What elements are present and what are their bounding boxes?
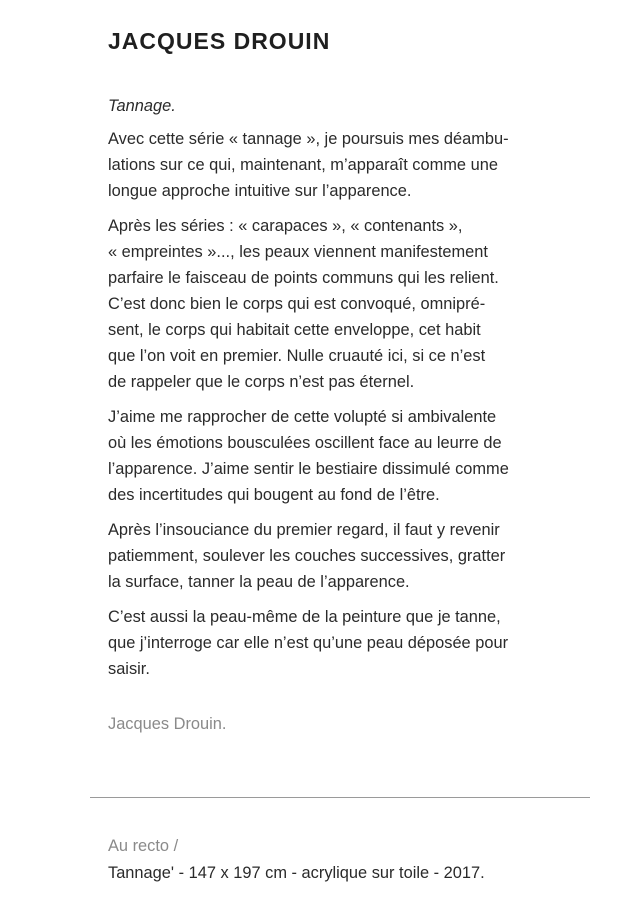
text-line: que j’interroge car elle n’est qu’une peau déposée pour [108, 634, 509, 652]
paragraph-4 [108, 517, 598, 595]
text-line: « empreintes »..., les peaux viennent manifestement [108, 243, 488, 261]
signature: Jacques Drouin. [108, 715, 227, 733]
text-line: saisir. [108, 660, 150, 678]
paragraph-3 [108, 404, 598, 508]
page-title: JACQUES DROUIN [108, 28, 331, 54]
text-line: l’apparence. J’aime sentir le bestiaire dissimulé comme [108, 460, 509, 478]
text-line: longue approche intuitive sur l’apparence. [108, 182, 412, 200]
text-line: lations sur ce qui, maintenant, m’apparaît comme une [108, 156, 498, 174]
paragraph-5 [108, 604, 598, 682]
recto-label: Au recto / [108, 837, 179, 855]
paragraph-1 [108, 126, 598, 204]
text-line: des incertitudes qui bougent au fond de l’être. [108, 486, 440, 504]
paragraph-2 [108, 213, 598, 395]
text-line: Avec cette série « tannage », je poursuis mes déambu- [108, 130, 509, 148]
text-line: Après l’insouciance du premier regard, il faut y revenir [108, 521, 500, 539]
subtitle: Tannage. [108, 97, 176, 115]
text-line: C’est donc bien le corps qui est convoqué, omnipré- [108, 295, 486, 313]
text-line: que l’on voit en premier. Nulle cruauté ici, si ce n’est [108, 347, 486, 365]
text-line: Après les séries : « carapaces », « contenants », [108, 217, 463, 235]
text-line: C’est aussi la peau-même de la peinture que je tanne, [108, 608, 501, 626]
recto-caption: Tannage' - 147 x 197 cm - acrylique sur toile - 2017. [108, 864, 485, 882]
text-line: patiemment, soulever les couches successives, gratter [108, 547, 506, 565]
text-line: la surface, tanner la peau de l’apparence. [108, 573, 410, 591]
text-line: de rappeler que le corps n’est pas éternel. [108, 373, 415, 391]
text-line: où les émotions bousculées oscillent face au leurre de [108, 434, 502, 452]
text-line: parfaire le faisceau de points communs qui les relient. [108, 269, 499, 287]
body-text [108, 93, 598, 691]
text-line: J’aime me rapprocher de cette volupté si ambivalente [108, 408, 497, 426]
text-line: sent, le corps qui habitait cette enveloppe, cet habit [108, 321, 481, 339]
divider [90, 797, 590, 798]
